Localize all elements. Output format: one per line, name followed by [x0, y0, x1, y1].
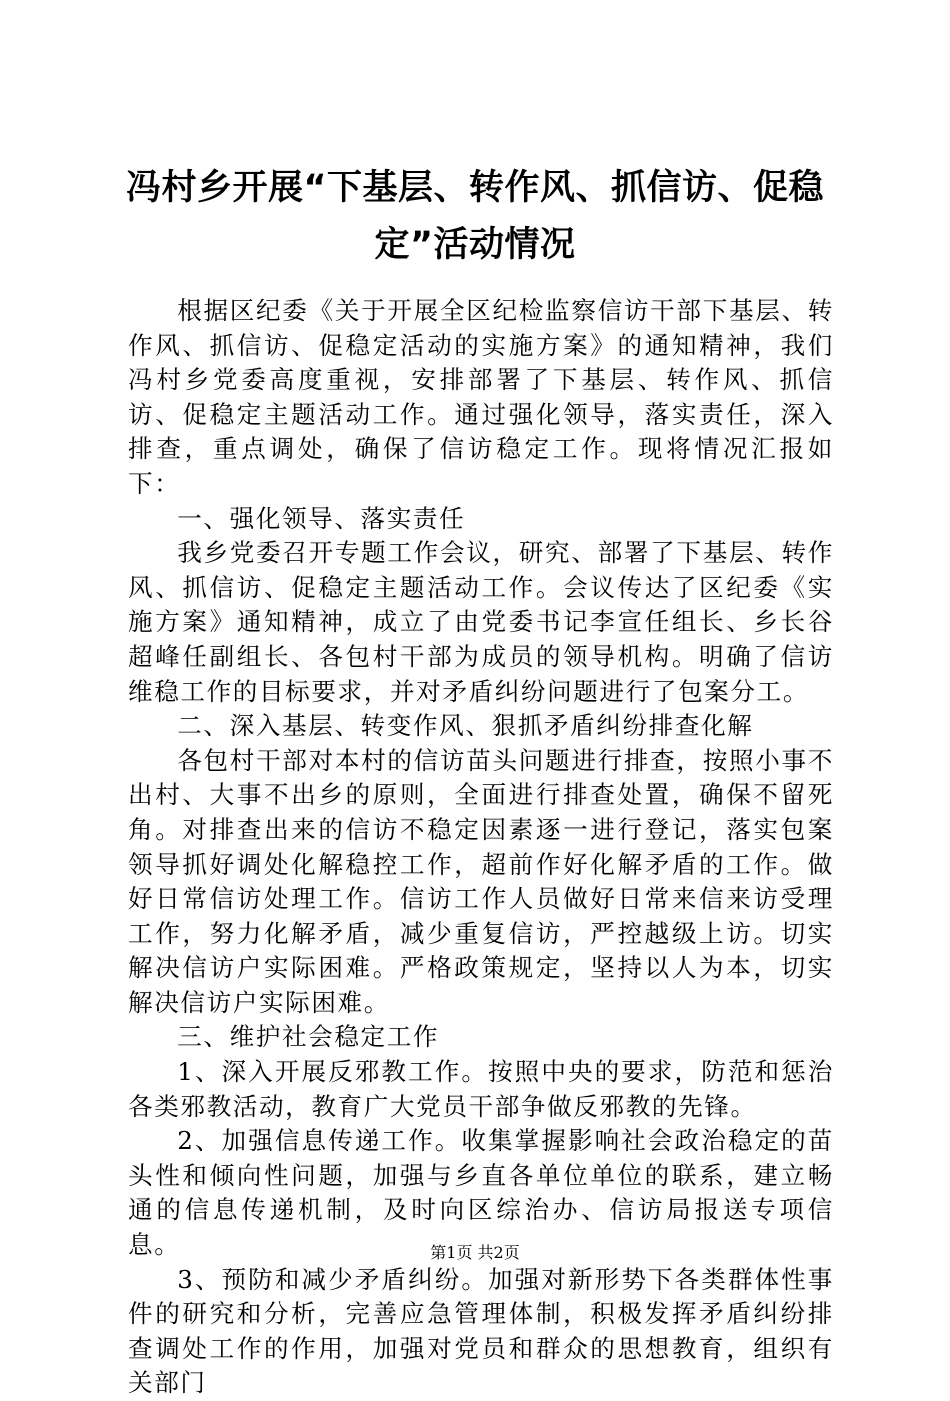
- paragraph-item-3: 3、预防和减少矛盾纠纷。加强对新形势下各类群体性事件的研究和分析，完善应急管理体制，积极发挥矛盾纠纷排查调处工作的作用，加强对党员和群众的思想教育，组织有关部门: [128, 1264, 834, 1398]
- paragraph-section-1: 我乡党委召开专题工作会议，研究、部署了下基层、转作风、抓信访、促稳定主题活动工作。会议传达了区纪委《实施方案》通知精神，成立了由党委书记李宣任组长、乡长谷超峰任副组长、各包村干部为成员的领导机构。明确了信访维稳工作的目标要求，并对矛盾纠纷问题进行了包案分工。: [128, 538, 834, 706]
- page-footer: 第1页 共2页: [430, 1243, 520, 1262]
- paragraph-intro: 根据区纪委《关于开展全区纪检监察信访干部下基层、转作风、抓信访、促稳定活动的实施方案》的通知精神，我们冯村乡党委高度重视，安排部署了下基层、转作风、抓信访、促稳定主题活动工作。通过强化领导，落实责任，深入排查，重点调处，确保了信访稳定工作。现将情况汇报如下：: [128, 296, 834, 498]
- paragraph-section-2: 各包村干部对本村的信访苗头问题进行排查，按照小事不出村、大事不出乡的原则，全面进行排查处置，确保不留死角。对排查出来的信访不稳定因素逐一进行登记，落实包案领导抓好调处化解稳控工作，超前作好化解矛盾的工作。做好日常信访处理工作。信访工作人员做好日常来信来访受理工作，努力化解矛盾，减少重复信访，严控越级上访。切实解决信访户实际困难。严格政策规定，坚持以人为本，切实解决信访户实际困难。: [128, 745, 834, 1017]
- section-heading-3: 三、维护社会稳定工作: [177, 1022, 440, 1052]
- document-title-line-1: 冯村乡开展“下基层、转作风、抓信访、促稳: [125, 168, 824, 208]
- section-heading-1: 一、强化领导、落实责任: [177, 503, 466, 533]
- paragraph-item-1: 1、深入开展反邪教工作。按照中央的要求，防范和惩治各类邪教活动，教育广大党员干部争做反邪教的先锋。: [128, 1057, 834, 1121]
- section-heading-2: 二、深入基层、转变作风、狠抓矛盾纠纷排查化解: [177, 711, 754, 741]
- document-title-line-2: 定”活动情况: [374, 225, 576, 265]
- paragraph-item-2: 2、加强信息传递工作。收集掌握影响社会政治稳定的苗头性和倾向性问题，加强与乡直各单位单位的联系，建立畅通的信息传递机制，及时向区综治办、信访局报送专项信息。: [128, 1126, 834, 1260]
- document-body: [128, 294, 834, 1401]
